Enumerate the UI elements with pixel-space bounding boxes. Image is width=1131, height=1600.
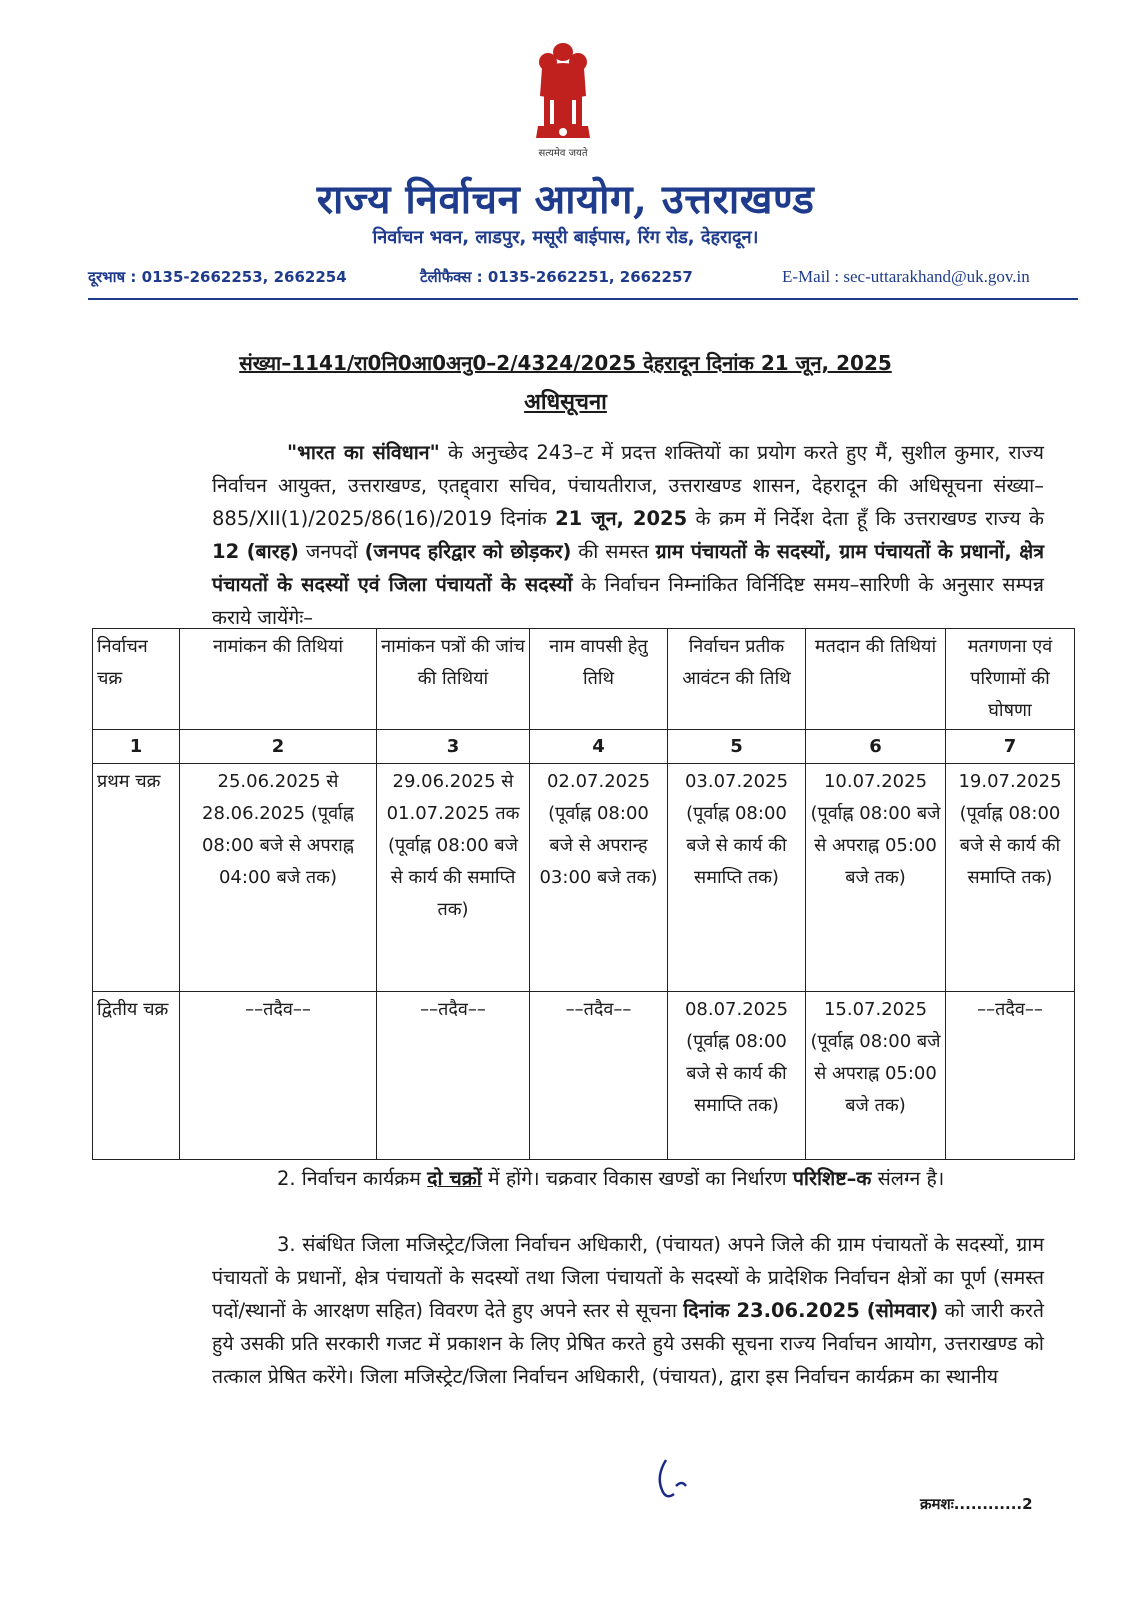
col-header-polling: मतदान की तिथियां [806, 629, 946, 730]
table-cell: 29.06.2025 से 01.07.2025 तक (पूर्वाह्न 08:00 बजे से कार्य की समाप्ति तक) [377, 764, 530, 992]
two-cycles: दो चक्रों [427, 1167, 482, 1190]
table-row-second-cycle [93, 992, 1075, 1160]
table-cell: 03.07.2025 (पूर्वाह्न 08:00 बजे से कार्य की समाप्ति तक) [668, 764, 806, 992]
para2-text-1: 2. निर्वाचन कार्यक्रम [277, 1167, 428, 1190]
col-header-symbol: निर्वाचन प्रतीक आवंटन की तिथि [668, 629, 806, 730]
table-row-first-cycle [93, 764, 1075, 992]
col-header-nomination: नामांकन की तिथियां [180, 629, 377, 730]
election-schedule-table [92, 628, 1075, 1160]
col-header-cycle: निर्वाचन चक्र [93, 629, 180, 730]
col-number: 1 [93, 730, 180, 764]
intro-text-5: के निर्वाचन निम्नांकित विर्निदिष्ट समय–सारिणी के अनुसार सम्पन्न कराये जायेंगेः– [212, 573, 1044, 629]
intro-text-4: की समस्त [571, 540, 656, 563]
intro-paragraph [212, 436, 1044, 634]
col-header-withdrawal: नाम वापसी हेतु तिथि [530, 629, 668, 730]
table-header-row [93, 629, 1075, 730]
col-number: 3 [377, 730, 530, 764]
col-number: 4 [530, 730, 668, 764]
table-cell: 25.06.2025 से 28.06.2025 (पूर्वाह्न 08:00 बजे से अपराह्न 04:00 बजे तक) [180, 764, 377, 992]
table-cell: ––तदैव–– [180, 992, 377, 1160]
table-cell: 10.07.2025 (पूर्वाह्न 08:00 बजे से अपराह्न 05:00 बजे तक) [806, 764, 946, 992]
table-cell: ––तदैव–– [946, 992, 1075, 1160]
col-number: 5 [668, 730, 806, 764]
emblem-motto: सत्यमेव जयते [538, 148, 588, 159]
signature-initials [652, 1456, 692, 1506]
para2-text-3: संलग्न है। [871, 1167, 945, 1190]
national-emblem-icon [520, 38, 606, 160]
phone-number: दूरभाष : 0135-2662253, 2662254 [88, 268, 347, 286]
paragraph-3 [212, 1228, 1044, 1393]
col-number: 2 [180, 730, 377, 764]
continued-marker: क्रमशः............2 [920, 1495, 1033, 1513]
intro-text-1: के अनुच्छेद 243–ट में प्रदत्त शक्तियों का प्रयोग करते हुए मैं, सुशील कुमार, राज्य निर्वाचन आयुक्त, उत्तराखण्ड, एतद्द्वारा सचिव, पंचायतीराज, उत्तराखण्ड शासन, देहरादून की अधिसूचना संख्या–885/XII(1)/2025/86(16)/2019 दिनांक [212, 441, 1044, 530]
col-header-scrutiny: नामांकन पत्रों की जांच की तिथियां [377, 629, 530, 730]
table-cell: 02.07.2025 (पूर्वाह्न 08:00 बजे से अपरान्ह 03:00 बजे तक) [530, 764, 668, 992]
table-number-row [93, 730, 1075, 764]
header-divider [88, 298, 1078, 300]
table-cell: 15.07.2025 (पूर्वाह्न 08:00 बजे से अपराह्न 05:00 बजे तक) [806, 992, 946, 1160]
paragraph-2 [212, 1162, 1044, 1195]
table-cell: ––तदैव–– [530, 992, 668, 1160]
excluded-district: (जनपद हरिद्वार को छोड़कर) [364, 540, 572, 563]
positions-list: ग्राम पंचायतों के सदस्यों, ग्राम पंचायतों के प्रधानों, क्षेत्र पंचायतों के सदस्यों एवं जिला पंचायतों के सदस्यों [212, 540, 1045, 596]
table-cell: ––तदैव–– [377, 992, 530, 1160]
intro-text-3: जनपदों [298, 540, 365, 563]
commission-title: राज्य निर्वाचन आयोग, उत्तराखण्ड [316, 176, 815, 223]
intro-date: 21 जून, 2025 [555, 507, 688, 530]
annexure-ref: परिशिष्ट–क [792, 1167, 872, 1190]
intro-text-2: के क्रम में निर्देश देता हूँ कि उत्तराखण्ड राज्य के [687, 507, 1044, 530]
col-number: 6 [806, 730, 946, 764]
cycle-label: द्वितीय चक्र [93, 992, 180, 1160]
notice-date: दिनांक 23.06.2025 (सोमवार) [683, 1299, 939, 1322]
para3-text-1: 3. संबंधित जिला मजिस्ट्रेट/जिला निर्वाचन अधिकारी, (पंचायत) अपने जिले की ग्राम पंचायतों के सदस्यों, ग्राम पंचायतों के प्रधानों, क्षेत्र पंचायतों के सदस्यों तथा जिला पंचायतों के सदस्यों के प्रादेशिक निर्वाचन क्षेत्रों का पूर्ण (समस्त पदों/स्थानों के आरक्षण सहित) विवरण देते हुए अपने स्तर से सूचना [212, 1233, 1044, 1322]
table-cell: 19.07.2025 (पूर्वाह्न 08:00 बजे से कार्य की समाप्ति तक) [946, 764, 1075, 992]
constitution-ref: "भारत का संविधान" [287, 441, 440, 464]
reference-number [0, 349, 1131, 376]
table-cell: 08.07.2025 (पूर्वाह्न 08:00 बजे से कार्य की समाप्ति तक) [668, 992, 806, 1160]
email-address: E-Mail : sec-uttarakhand@uk.gov.in [782, 267, 1030, 286]
para2-text-2: में होंगे। चक्रवार विकास खण्डों का निर्धारण [481, 1167, 793, 1190]
cycle-label: प्रथम चक्र [93, 764, 180, 992]
notification-heading: अधिसूचना [524, 390, 607, 415]
col-number: 7 [946, 730, 1075, 764]
district-count: 12 (बारह) [212, 540, 299, 563]
commission-address: निर्वाचन भवन, लाडपुर, मसूरी बाईपास, रिंग रोड, देहरादून। [372, 227, 759, 248]
fax-number: टैलीफैक्स : 0135-2662251, 2662257 [420, 268, 693, 286]
para3-text-2: को जारी करते हुये उसकी प्रति सरकारी गजट में प्रकाशन के लिए प्रेषित करते हुये उसकी सूचना राज्य निर्वाचन आयोग, उत्तराखण्ड को तत्काल प्रेषित करेंगे। जिला मजिस्ट्रेट/जिला निर्वाचन अधिकारी, (पंचायत), द्वारा इस निर्वाचन कार्यक्रम का स्थानीय [212, 1299, 1045, 1388]
reference-text: संख्या–1141/रा0नि0आ0अनु0–2/4324/2025 देहरादून दिनांक 21 जून, 2025 [239, 351, 892, 375]
col-header-counting: मतगणना एवं परिणामों की घोषणा [946, 629, 1075, 730]
